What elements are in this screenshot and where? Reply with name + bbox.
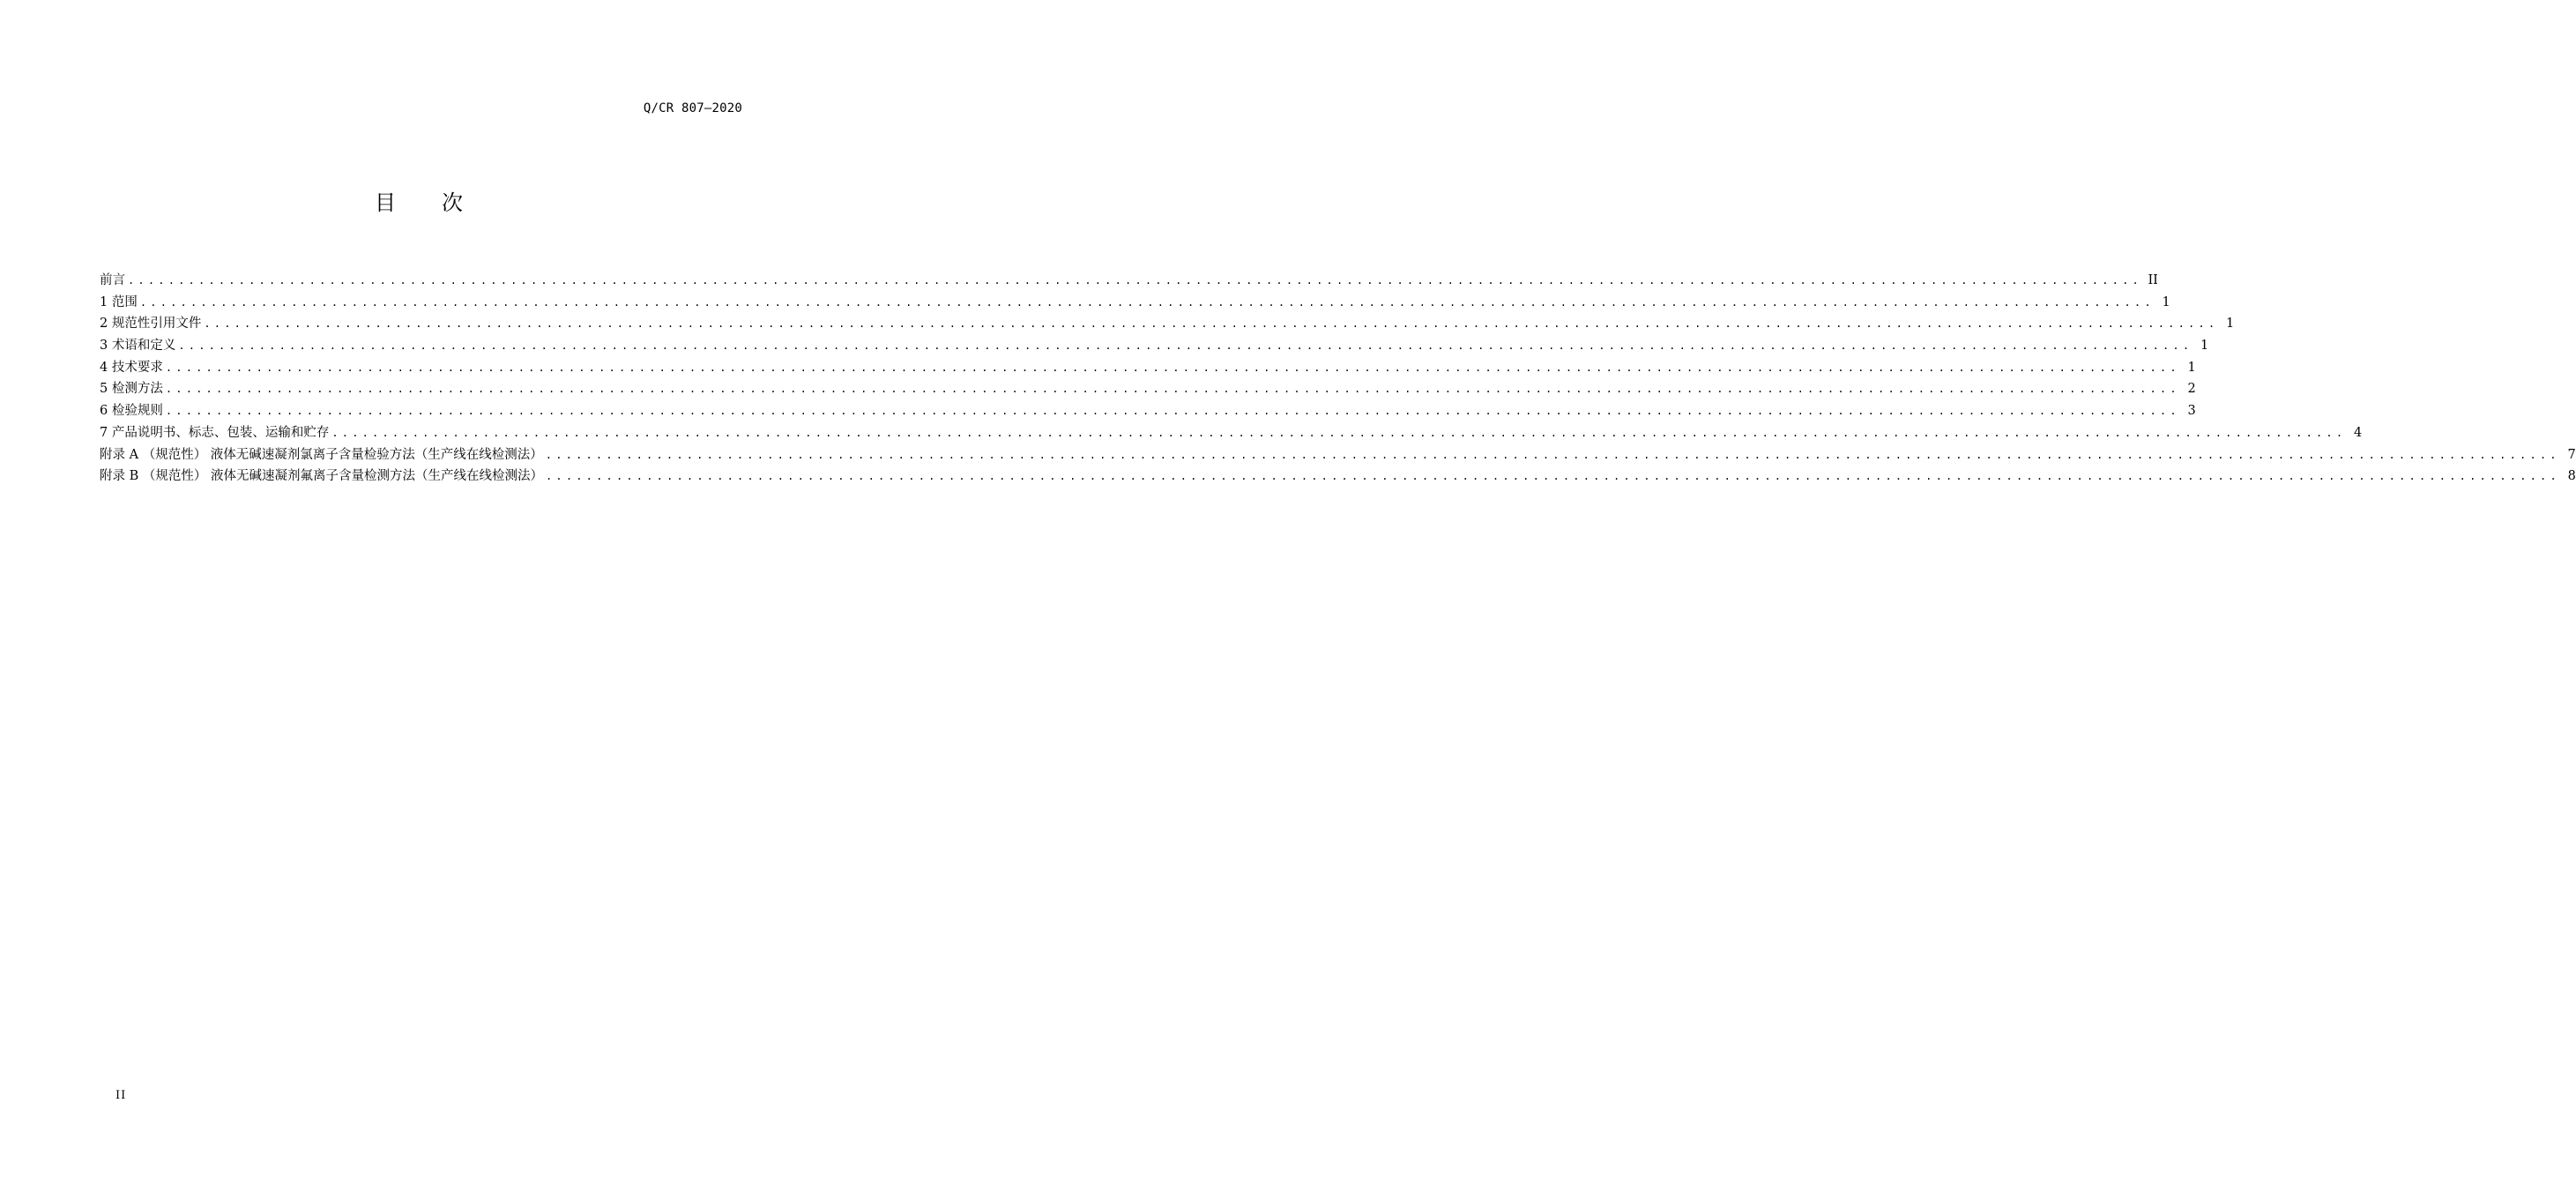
toc-entry-page: 1 bbox=[2200, 339, 2209, 354]
toc-entry-normative-references[interactable] bbox=[100, 313, 2235, 335]
dot-leader: ........................................................................................................................................................................................................ bbox=[545, 448, 2560, 461]
toc-entry-appendix-a[interactable] bbox=[100, 444, 2576, 466]
dot-leader: ........................................................................................................................................................................................................ bbox=[178, 339, 2193, 353]
toc-entry-label: 前言 bbox=[100, 273, 125, 287]
toc-entry-label: 2 规范性引用文件 bbox=[100, 317, 202, 332]
dot-leader: ........................................................................................................................................................................................................ bbox=[128, 274, 2142, 287]
dot-leader: ........................................................................................................................................................................................................ bbox=[331, 426, 2347, 439]
toc-title: 目次 bbox=[375, 190, 509, 215]
toc-entry-label: 4 技术要求 bbox=[100, 360, 163, 375]
toc-entry-appendix-b[interactable] bbox=[100, 466, 2576, 488]
dot-leader: ........................................................................................................................................................................................................ bbox=[165, 405, 2180, 418]
toc-entry-label: 7 产品说明书、标志、包装、运输和贮存 bbox=[100, 425, 330, 440]
toc-entry-page: 7 bbox=[2567, 447, 2576, 462]
toc-entry-technical-requirements[interactable] bbox=[100, 357, 2196, 379]
page-number: II bbox=[115, 1089, 127, 1102]
table-of-contents bbox=[100, 270, 2576, 488]
toc-entry-label: 1 范围 bbox=[100, 294, 138, 309]
dot-leader: ........................................................................................................................................................................................................ bbox=[545, 470, 2560, 483]
dot-leader: ........................................................................................................................................................................................................ bbox=[139, 295, 2155, 309]
dot-leader: ........................................................................................................................................................................................................ bbox=[204, 317, 2219, 331]
toc-entry-page: 1 bbox=[2226, 317, 2235, 332]
toc-entry-page: 4 bbox=[2354, 425, 2363, 440]
toc-entry-packaging-storage[interactable] bbox=[100, 422, 2363, 444]
toc-entry-label: 6 检验规则 bbox=[100, 404, 163, 419]
document-code: Q/CR 807—2020 bbox=[643, 101, 742, 116]
dot-leader: ........................................................................................................................................................................................................ bbox=[165, 361, 2180, 374]
toc-entry-label: 附录 A （规范性） 液体无碱速凝剂氯离子含量检验方法（生产线在线检测法） bbox=[100, 447, 543, 462]
toc-entry-foreword[interactable] bbox=[100, 270, 2158, 292]
toc-entry-terms-definitions[interactable] bbox=[100, 335, 2209, 357]
toc-entry-page: II bbox=[2148, 273, 2158, 287]
toc-entry-page: 2 bbox=[2187, 382, 2196, 397]
toc-entry-page: 1 bbox=[2187, 360, 2196, 375]
toc-entry-inspection-rules[interactable] bbox=[100, 400, 2196, 422]
toc-entry-test-methods[interactable] bbox=[100, 378, 2196, 400]
toc-entry-label: 附录 B （规范性） 液体无碱速凝剂氟离子含量检测方法（生产线在线检测法） bbox=[100, 469, 543, 484]
toc-entry-page: 1 bbox=[2162, 294, 2170, 309]
toc-entry-label: 5 检测方法 bbox=[100, 382, 163, 397]
dot-leader: ........................................................................................................................................................................................................ bbox=[165, 383, 2180, 396]
toc-entry-scope[interactable] bbox=[100, 292, 2170, 314]
toc-entry-label: 3 术语和定义 bbox=[100, 339, 176, 354]
toc-entry-page: 3 bbox=[2187, 404, 2196, 419]
toc-entry-page: 8 bbox=[2567, 469, 2576, 484]
